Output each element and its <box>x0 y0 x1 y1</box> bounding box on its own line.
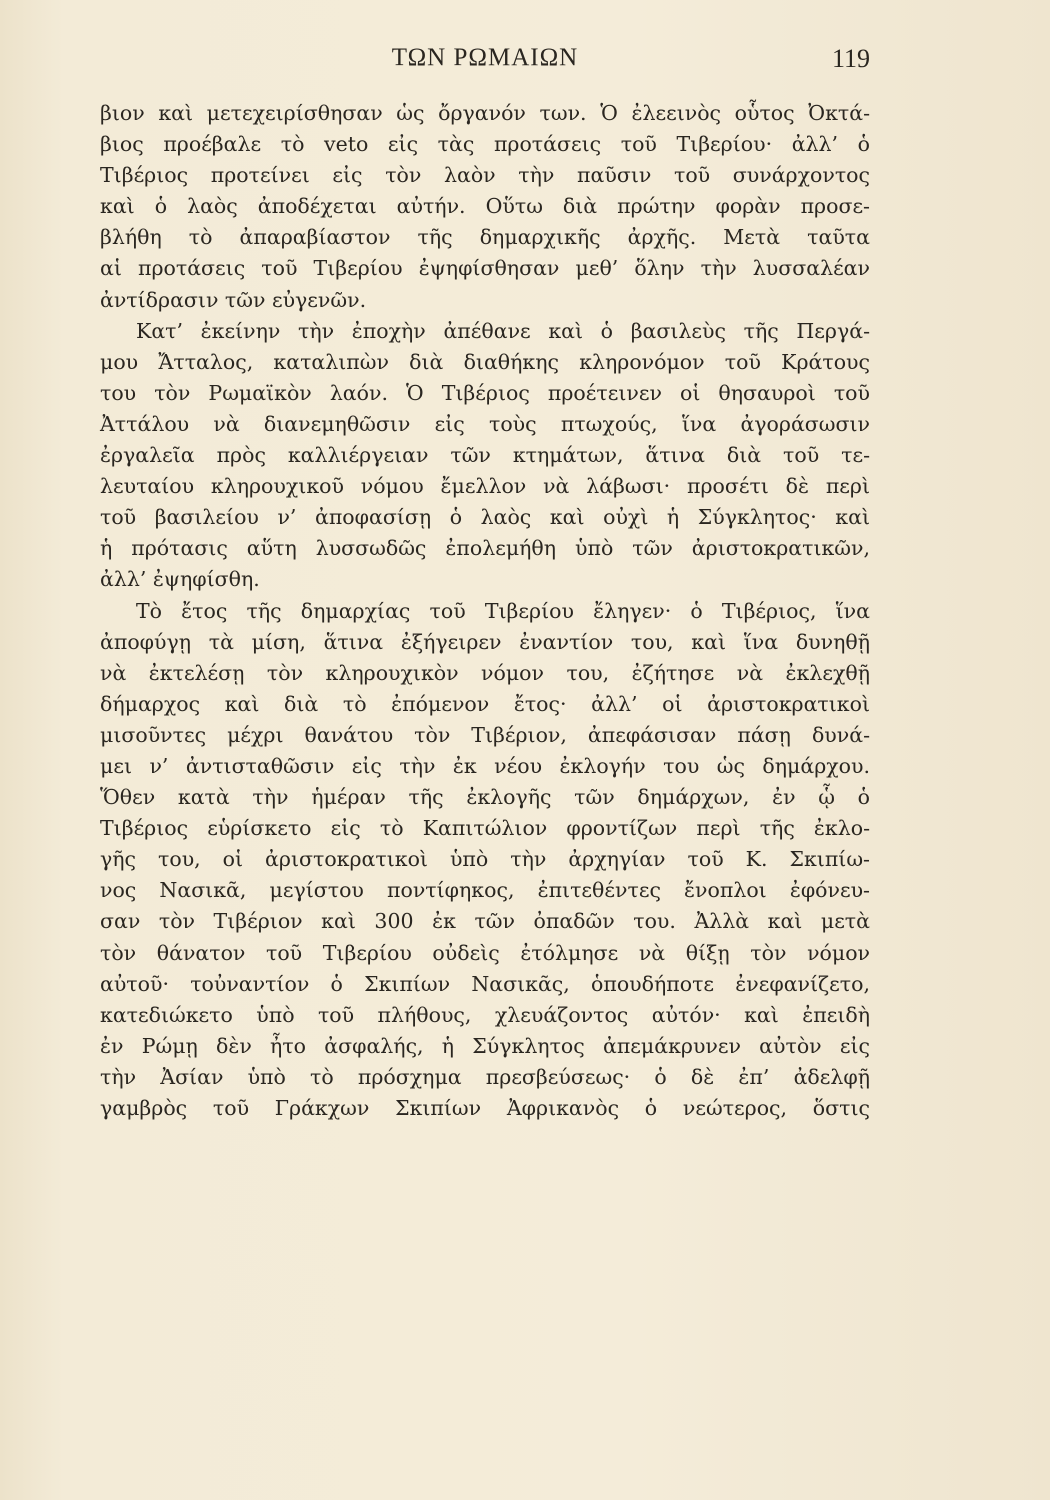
paragraph-3 <box>100 596 870 1125</box>
text-line: βιον καὶ μετεχειρίσθησαν ὡς ὄργανόν των. Ὁ ἐλεεινὸς οὗτος Ὀκτά- <box>100 101 870 125</box>
text-line: Τὸ ἔτος τῆς δημαρχίας τοῦ Τιβερίου ἔληγεν· ὁ Τιβέριος, ἵνα <box>136 598 870 623</box>
text-line: Κατ’ ἐκείνην τὴν ἐποχὴν ἀπέθανε καὶ ὁ βασιλεὺς τῆς Περγά- <box>136 318 870 343</box>
text-line: δήμαρχος καὶ διὰ τὸ ἐπόμενον ἔτος· ἀλλ’ οἱ ἀριστοκρατικοὶ <box>100 691 870 716</box>
text-line: τοῦ βασιλείου ν’ ἀποφασίσῃ ὁ λαὸς καὶ οὐχὶ ἡ Σύγκλητος· καὶ <box>100 505 870 530</box>
text-line: γῆς του, οἱ ἀριστοκρατικοὶ ὑπὸ τὴν ἀρχηγίαν τοῦ Κ. Σκιπίω- <box>100 847 870 872</box>
text-line: μει ν’ ἀντισταθῶσιν εἰς τὴν ἐκ νέου ἐκλογήν του ὡς δημάρχου. <box>100 753 870 778</box>
text-line: τὴν Ἀσίαν ὑπὸ τὸ πρόσχημα πρεσβεύσεως· ὁ δὲ ἐπ’ ἀδελφῇ <box>100 1064 870 1089</box>
text-line: κατεδιώκετο ὑπὸ τοῦ πλήθους, χλευάζοντος αὐτόν· καὶ ἐπειδὴ <box>100 1002 870 1027</box>
text-line: ἀποφύγῃ τὰ μίση, ἅτινα ἐξήγειρεν ἐναντίον του, καὶ ἵνα δυνηθῇ <box>100 629 870 654</box>
text-line: νος Νασικᾶ, μεγίστου ποντίφηκος, ἐπιτεθέντες ἔνοπλοι ἐφόνευ- <box>100 878 870 903</box>
text-line: νὰ ἐκτελέσῃ τὸν κληρουχικὸν νόμον του, ἐζήτησε νὰ ἐκλεχθῇ <box>100 660 870 685</box>
text-line: μισοῦντες μέχρι θανάτου τὸν Τιβέριον, ἀπεφάσισαν πάσῃ δυνά- <box>100 722 870 747</box>
text-line: ἀντίδρασιν τῶν εὐγενῶν. <box>100 287 367 312</box>
text-line: βλήθη τὸ ἀπαραβίαστον τῆς δημαρχικῆς ἀρχῆς. Μετὰ ταῦτα <box>100 225 870 250</box>
text-line: τὸν θάνατον τοῦ Τιβερίου οὐδεὶς ἐτόλμησε νὰ θίξῃ τὸν νόμον <box>100 940 870 965</box>
text-line: Ἀττάλου νὰ διανεμηθῶσιν εἰς τοὺς πτωχούς, ἵνα ἀγοράσωσιν <box>100 411 870 436</box>
text-line: λευταίου κληρουχικοῦ νόμου ἔμελλον νὰ λάβωσι· προσέτι δὲ περὶ <box>100 474 870 499</box>
text-line: αὐτοῦ· τοὐναντίον ὁ Σκιπίων Νασικᾶς, ὁπουδήποτε ἐνεφανίζετο, <box>100 971 870 996</box>
text-line: ἡ πρότασις αὕτη λυσσωδῶς ἐπολεμήθη ὑπὸ τῶν ἀριστοκρατικῶν, <box>100 536 870 561</box>
page-header <box>100 40 870 80</box>
text-line: Τιβέριος εὑρίσκετο εἰς τὸ Καπιτώλιον φροντίζων περὶ τῆς ἐκλο- <box>100 816 870 841</box>
page-body <box>100 98 870 1124</box>
paragraph-1 <box>100 98 870 316</box>
text-line: αἱ προτάσεις τοῦ Τιβερίου ἐψηφίσθησαν μεθ’ ὅλην τὴν λυσσαλέαν <box>100 256 870 281</box>
text-line: σαν τὸν Τιβέριον καὶ 300 ἐκ τῶν ὀπαδῶν του. Ἀλλὰ καὶ μετὰ <box>100 909 870 934</box>
text-line: ἀλλ’ ἐψηφίσθη. <box>100 567 260 592</box>
text-line: καὶ ὁ λαὸς ἀποδέχεται αὐτήν. Οὕτω διὰ πρώτην φορὰν προσε- <box>100 194 870 219</box>
text-line: του τὸν Ρωμαϊκὸν λαόν. Ὁ Τιβέριος προέτεινεν οἱ θησαυροὶ τοῦ <box>100 380 870 405</box>
page-number: 119 <box>831 44 870 73</box>
text-line: Ὅθεν κατὰ τὴν ἡμέραν τῆς ἐκλογῆς τῶν δημάρχων, ἐν ᾧ ὁ <box>100 785 870 810</box>
text-line: μου Ἄτταλος, καταλιπὼν διὰ διαθήκης κληρονόμον τοῦ Κράτους <box>100 349 870 374</box>
text-line: ἐργαλεῖα πρὸς καλλιέργειαν τῶν κτημάτων, ἅτινα διὰ τοῦ τε- <box>100 443 870 468</box>
running-title: ΤΩΝ ΡΩΜΑΙΩΝ <box>391 44 579 71</box>
paragraph-2 <box>100 316 870 596</box>
text-line: Τιβέριος προτείνει εἰς τὸν λαὸν τὴν παῦσιν τοῦ συνάρχοντος <box>100 163 870 188</box>
text-line: ἐν Ρώμῃ δὲν ἦτο ἀσφαλής, ἡ Σύγκλητος ἀπεμάκρυνεν αὐτὸν εἰς <box>100 1033 870 1058</box>
text-line: γαμβρὸς τοῦ Γράκχων Σκιπίων Ἀφρικανὸς ὁ νεώτερος, ὅστις <box>100 1096 870 1120</box>
text-line: βιος προέβαλε τὸ veto εἰς τὰς προτάσεις τοῦ Τιβερίου· ἀλλ’ ὁ <box>100 132 870 157</box>
